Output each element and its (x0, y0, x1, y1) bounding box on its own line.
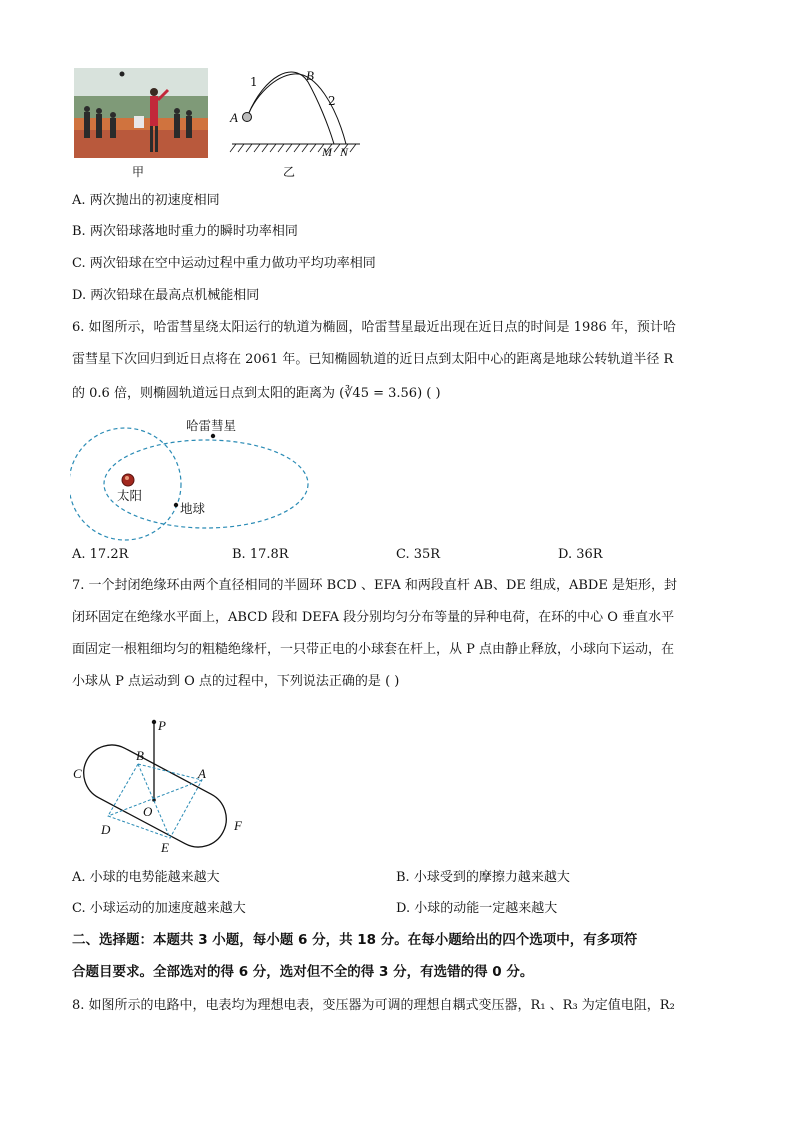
label-O-ring: O (143, 804, 153, 819)
label-B: B (306, 68, 314, 83)
label-D-ring: D (101, 822, 111, 837)
q6-option-a: A. 17.2R (72, 547, 129, 562)
q6-option-d: D. 36R (558, 547, 603, 562)
q7-option-b: B. 小球受到的摩擦力越来越大 (396, 870, 570, 885)
q6-text-line2: 雷彗星下次回归到近日点将在 2061 年。已知椭圆轨道的近日点到太阳中心的距离是地球公转轨道半径 R (72, 352, 674, 367)
q7-text-line4: 小球从 P 点运动到 O 点的过程中，下列说法正确的是 ( ) (72, 674, 400, 689)
caption-jia: 甲 (132, 165, 145, 179)
q8-text-line1: 8. 如图所示的电路中，电表均为理想电表，变压器为可调的理想自耦式变压器，R₁ 、R₃ 为定值电阻，R₂ (72, 998, 675, 1013)
label-comet: 哈雷彗星 (186, 418, 237, 433)
q5-option-b: B. 两次铅球落地时重力的瞬时功率相同 (72, 224, 298, 239)
label-P: P (158, 718, 166, 733)
q7-text-line1: 7. 一个封闭绝缘环由两个直径相同的半圆环 BCD 、EFA 和两段直杆 AB、DE 组成，ABDE 是矩形，封 (72, 578, 677, 593)
q6-text-line3: 的 0.6 倍，则椭圆轨道远日点到太阳的距离为 (∛45 = 3.56) ( ) (72, 386, 441, 401)
q6-text-line1: 6. 如图所示，哈雷彗星绕太阳运行的轨道为椭圆，哈雷彗星最近出现在近日点的时间是 1986 年，预计哈 (72, 320, 676, 335)
caption-yi: 乙 (283, 165, 296, 179)
q7-option-d: D. 小球的动能一定越来越大 (396, 901, 558, 916)
q5-option-a: A. 两次抛出的初速度相同 (72, 193, 220, 208)
label-A: A (230, 110, 238, 125)
section2-heading-line1: 二、选择题：本题共 3 小题，每小题 6 分，共 18 分。在每小题给出的四个选项中，有多项符 (72, 932, 638, 948)
q6-option-c: C. 35R (396, 547, 441, 562)
q7-text-line3: 面固定一根粗细均匀的粗糙绝缘杆，一只带正电的小球套在杆上，从 P 点由静止释放，小球向下运动，在 (72, 642, 675, 657)
label-M: M (322, 145, 332, 159)
shot-put-photo (74, 68, 208, 158)
q5-option-d: D. 两次铅球在最高点机械能相同 (72, 288, 260, 303)
label-E-ring: E (161, 840, 169, 855)
label-2: 2 (328, 94, 336, 108)
section2-heading-line2: 合题目要求。全部选对的得 6 分，选对但不全的得 3 分，有选错的得 0 分。 (72, 964, 534, 980)
label-C-ring: C (73, 766, 82, 781)
label-N: N (340, 145, 349, 159)
q5-option-c: C. 两次铅球在空中运动过程中重力做功平均功率相同 (72, 256, 376, 271)
label-B-ring: B (136, 748, 144, 763)
label-A-ring: A (198, 766, 206, 781)
q7-text-line2: 闭环固定在绝缘水平面上，ABCD 段和 DEFA 段分别均匀分布等量的异种电荷，在环的中心 O 垂直水平 (72, 610, 675, 625)
label-1: 1 (250, 75, 258, 89)
label-sun: 太阳 (117, 488, 143, 503)
orbit-diagram (70, 418, 320, 542)
label-F-ring: F (234, 818, 242, 833)
q7-option-a: A. 小球的电势能越来越大 (72, 870, 220, 885)
q6-option-b: B. 17.8R (232, 547, 289, 562)
q7-option-c: C. 小球运动的加速度越来越大 (72, 901, 246, 916)
label-earth: 地球 (180, 501, 206, 516)
